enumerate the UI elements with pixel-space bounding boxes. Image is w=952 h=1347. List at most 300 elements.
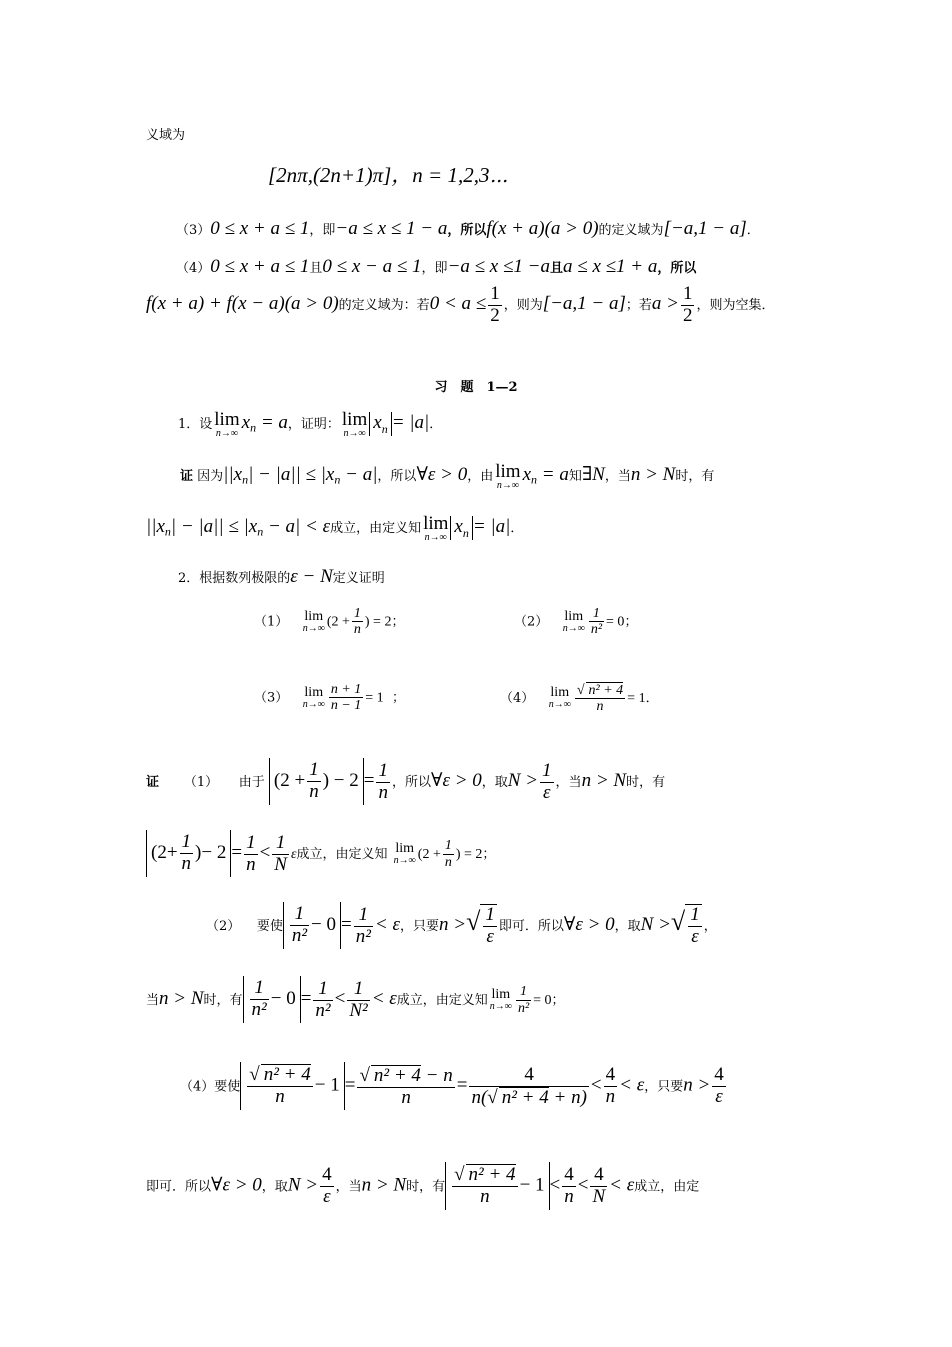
subscript: n [242,472,249,487]
fraction-1-over-n2 [313,979,332,1022]
formula: < ε [371,987,397,1009]
formula: − 0 [270,987,296,1009]
text: 的定义域为 [598,223,664,238]
lim-label: lim [423,513,449,534]
text: 的定义域为：若 [338,297,430,313]
formula: N > [507,769,539,791]
formula: + n) [548,1086,587,1108]
denominator: N [592,1186,606,1208]
abs-expression [445,1162,549,1210]
problem-label: 1．设 [178,417,213,432]
formula: n > [683,1074,711,1096]
item-label: （4）要使 [180,1079,241,1095]
text: ，取 [481,774,508,790]
fraction-4-over-eps [712,1065,726,1108]
formula: < ε [619,1074,645,1096]
proof-label: 证 [180,469,194,484]
text: ，所以 [391,774,431,790]
formula: 0 ≤ x + a ≤ 1 [210,218,310,239]
formula: < ε [609,1174,635,1196]
text: 时，有 [203,992,243,1008]
denominator: n² [315,999,331,1021]
text: 义域为 [146,128,186,143]
denominator: n² [251,998,267,1020]
formula: ∃N [581,464,605,485]
denominator: n − 1 [330,698,362,714]
denominator: n [444,854,452,870]
formula: n > N [581,769,627,791]
lim-subscript: n→∞ [562,622,585,634]
lim-subscript: n→∞ [393,855,416,867]
limit [394,842,416,866]
formula: n > N [361,1174,407,1196]
fraction-1-over-n [307,760,321,803]
formula: = [344,1074,356,1096]
radicand: n² + 4 [466,1164,516,1186]
fraction-one-half [488,284,502,327]
fraction-1-over-n [352,606,363,638]
denominator: n [564,1186,574,1208]
fraction-sqrt-over-n [247,1064,312,1108]
formula: = [341,913,352,935]
text: ，所以 [657,261,697,276]
lim-label: lim [304,684,324,700]
formula: f(x + a) + f(x − a)(a > 0) [146,292,339,314]
formula: f(x + a)(a > 0) [486,218,599,239]
problem-label: 2．根据数列极限的 [178,571,291,586]
formula: = 1 [627,690,646,706]
formula: | − |a|| ≤ |x [248,464,335,485]
formula: = [363,769,375,791]
text: 成立，由定 [634,1179,700,1195]
abs-expression [283,902,341,949]
numerator: 1 [181,831,192,852]
item-label: （1） [183,774,219,790]
formula: N > [640,913,671,935]
formula: − a| < ε [263,516,331,537]
item-4 [176,256,696,279]
denominator: ε [323,1186,331,1208]
sqrt-icon: √ [576,683,585,698]
formula: x [373,412,382,433]
denominator: n [480,1185,490,1207]
formula: < [259,841,271,863]
numerator: 1 [589,606,604,622]
proof-2-2 [206,902,717,949]
text: ；若 [625,297,652,313]
abs-xn [450,516,472,540]
numerator [247,1064,312,1087]
formula: = 0 [606,614,625,630]
numerator: 1 [490,283,500,304]
lim-label: lim [304,608,324,624]
limit [423,514,448,543]
limit [303,610,325,634]
radicand: n² + 4 [499,1087,549,1109]
lim-label: lim [564,608,584,624]
numerator: 4 [714,1064,724,1086]
numerator [575,682,625,699]
formula: < [549,1174,561,1196]
radicand: n² + 4 [586,682,624,698]
text: 即可．所以 [146,1179,212,1195]
proof-1-conclusion [146,514,523,543]
text: ，只要 [644,1079,684,1095]
denominator: N [274,853,287,875]
item-label: （4） [176,261,211,276]
denominator: n [378,781,388,803]
limit [495,462,520,491]
proof-1 [180,462,714,491]
formula: | − |a|| ≤ |x [170,516,258,537]
formula: ∀ε > 0 [431,769,482,791]
formula: n( [471,1086,488,1108]
sqrt-icon: √ [359,1064,370,1086]
text: 由于 [238,774,265,790]
formula: = [231,841,243,863]
radicand: n² + 4 [261,1064,311,1086]
formula: − 0 [311,913,336,935]
denominator: ε [543,781,551,803]
formula: < [590,1074,602,1096]
numerator: 4 [590,1165,607,1187]
fraction-sqrt-over-n [452,1164,517,1208]
formula: < [334,987,346,1009]
numerator: 1 [542,759,552,781]
text: 时，有 [406,1179,446,1195]
text: 要使 [256,918,283,934]
lim-subscript: n→∞ [424,532,447,543]
denominator: n² [355,925,371,947]
formula: − 1 [314,1074,340,1096]
text: ，则为 [503,297,543,313]
proof-2-4-conclusion [146,1162,699,1210]
fraction-1-over-n2 [250,978,269,1021]
item-3 [176,218,760,241]
fraction-1-over-eps [540,761,554,804]
fraction-4-over-eps [320,1165,334,1208]
abs-expression [240,1062,344,1110]
abs-expression [269,758,364,805]
sqrt-icon: √ [454,1164,465,1185]
formula: ε − N [290,566,333,587]
numerator: 4 [605,1064,616,1086]
item-label: （4） [500,690,535,706]
fraction-4-over-n-sqrt [469,1065,588,1109]
formula: [−a,1 − a] [663,218,747,239]
numerator: 4 [322,1164,332,1186]
fraction-4-over-n [604,1065,618,1108]
sqrt-icon: √ [466,906,481,936]
text: ，即 [309,223,336,238]
subscript: n [381,421,388,436]
fraction-1-over-n2 [516,984,531,1016]
text: ； [391,614,405,630]
text: ； [551,992,565,1008]
formula: ) = 2 [455,846,483,862]
formula: = [456,1074,468,1096]
text: 时，有 [626,774,666,790]
proof-2-1 [146,758,665,805]
numerator: 1 [690,904,700,926]
sqrt-icon: √ [487,1086,498,1108]
fraction-1-over-n2 [290,904,309,947]
formula: = |a| [472,516,511,537]
text: 因为 [197,469,224,484]
lim-label: lim [491,987,511,1003]
formula: a ≤ x ≤1 + a [563,256,658,277]
fraction-1-over-n2 [589,606,604,638]
fraction-sqrt-minus-n-over-n [357,1065,454,1109]
text: 成立，由定义知 [330,521,422,536]
fraction-1-over-N [272,833,289,876]
lim-subscript: n→∞ [496,480,519,491]
formula: n > [439,913,467,935]
text: ，取 [261,1179,288,1195]
numerator: 1 [313,979,332,1001]
formula: N > [287,1174,319,1196]
sub-item-1 [254,606,404,638]
numerator: 1 [378,759,388,781]
text: 且 [309,261,323,276]
numerator: 1 [354,905,373,927]
text: 当 [146,992,160,1008]
text: 即可．所以 [498,918,564,934]
problem-2 [178,566,385,589]
text: ，证明： [287,417,340,432]
formula: ) − 2 [322,769,359,791]
formula: = |a| [391,412,430,433]
denominator: 2 [682,304,693,326]
text: 且 [550,261,564,276]
fraction-one-half [681,284,695,327]
abs-expression [146,830,231,877]
fraction-1-over-n [244,833,258,876]
formula: n > N [159,987,204,1009]
numerator: 1 [290,904,309,926]
lim-subscript: n→∞ [302,622,325,634]
fraction-1-over-n2 [354,905,373,948]
denominator: n [309,780,319,802]
limit [563,610,585,634]
proof-2-4 [180,1062,728,1110]
text: 定义证明 [332,571,385,586]
formula: ∀ε > 0 [211,1174,262,1196]
formula: − 1 [519,1174,545,1196]
denominator: ε [486,926,494,948]
formula: = 1 [365,690,384,706]
formula: = [300,987,312,1009]
formula: −a ≤ x ≤1 −a [447,256,550,277]
fraction-1-over-n [180,832,194,875]
denominator: n [275,1085,285,1107]
subscript: n [531,472,538,487]
formula: ∀ε > 0 [416,464,468,485]
formula: ) = 2 [364,614,392,630]
numerator: n + 1 [330,682,362,697]
subscript: n [334,472,341,487]
subscript: n [257,524,264,539]
formula: < [577,1174,589,1196]
sub-item-3 [254,682,405,714]
numerator: 1 [485,904,495,926]
lim-label: lim [395,841,415,857]
fraction-4-over-n [562,1165,576,1208]
text: ， [703,918,717,934]
formula: (2 + [417,846,441,862]
text: 时，有 [675,469,715,484]
denominator: n² [590,622,603,638]
section-title: 习 题 1—2 [434,380,518,395]
text: ； [624,614,638,630]
formula: (2 + [273,769,306,791]
formula: (2+ [151,841,178,863]
text: 成立，由定义知 [296,846,388,862]
text: ，则为空集． [696,297,775,313]
numerator: 4 [469,1065,588,1087]
formula: )− 2 [195,841,227,863]
text: ． [645,690,659,706]
limit [490,988,512,1012]
problem-1 [178,410,442,439]
fraction-1-over-eps [685,904,702,948]
formula: 0 ≤ x + a ≤ 1 [210,256,310,277]
text: ； [391,690,405,706]
formula: a > [651,292,679,314]
formula: n > N [630,464,676,485]
fraction-n-plus-1-over-n-minus-1 [329,682,363,714]
fraction-1-over-n [376,761,390,804]
text-line-1 [146,128,185,144]
sub-item-4 [500,682,659,715]
denominator: ε [691,926,699,948]
numerator: 1 [246,831,256,853]
formula: ||x [223,464,243,485]
text: ． [429,417,443,432]
formula: = a [537,464,569,485]
limit [549,686,571,710]
subscript: n [462,525,469,540]
item-4-domain [146,284,775,327]
denominator: n [181,852,192,874]
formula: (2 + [326,614,350,630]
formula: ∀ε > 0 [563,913,615,935]
lim-subscript: n→∞ [215,428,239,439]
denominator: n [596,699,604,715]
formula: [−a,1 − a] [542,292,626,314]
proof-label: 证 [146,774,160,790]
abs-xn [369,412,391,436]
proof-2-2-conclusion [146,976,565,1023]
lim-label: lim [341,409,368,430]
text: ，所以 [377,469,417,484]
formula: − a| [340,464,378,485]
formula: = 0 [533,992,552,1008]
numerator: 1 [516,984,531,1000]
lim-subscript: n→∞ [302,698,325,710]
item-label: （3） [176,223,211,238]
text: ，所以 [447,223,487,238]
item-label: （2） [206,918,241,934]
numerator: 1 [309,759,319,780]
formula: − n [420,1064,453,1086]
formula: ||x [146,516,165,537]
denominator: n [246,853,256,875]
fraction-4-over-N [590,1165,607,1208]
numerator: 4 [564,1164,574,1186]
subscript: n [164,524,171,539]
formula: [2nπ,(2n+1)π]，n = 1,2,3⋯ [268,163,509,187]
numerator [357,1065,454,1088]
text: ，由 [467,469,494,484]
formula: = a [256,412,288,433]
sub-item-2 [514,606,637,638]
denominator: n [401,1086,411,1108]
fraction-1-over-N2 [347,979,369,1022]
text: ； [482,846,496,862]
item-label: （2） [514,614,549,630]
text: ． [746,223,760,238]
text: ，当 [335,1179,362,1195]
fraction-sqrt-over-n [575,682,625,715]
formula: ε [290,846,297,862]
item-label: （3） [254,690,289,706]
denominator: n [353,622,361,638]
numerator: 1 [444,838,452,854]
lim-subscript: n→∞ [343,428,366,439]
radicand: n² + 4 [371,1065,421,1087]
sqrt-icon: √ [249,1064,260,1085]
numerator: 1 [250,978,269,1000]
denominator: n² [517,1000,530,1016]
subscript: n [250,420,257,435]
proof-2-1-conclusion [146,830,495,877]
lim-label: lim [495,461,521,482]
numerator: 1 [353,606,361,621]
text: 知 [568,469,582,484]
numerator: 1 [682,283,693,304]
fraction-1-over-n [443,838,454,870]
formula: −a ≤ x ≤ 1 − a [335,218,448,239]
item-label: （1） [254,614,289,630]
denominator: n [605,1086,616,1108]
text: ，即 [421,261,448,276]
limit [342,410,367,439]
formula: x [454,516,463,537]
fraction-1-over-eps [480,904,497,948]
denominator: 2 [490,304,500,326]
formula: x [522,464,532,485]
limit [303,686,325,710]
denominator: ε [715,1086,723,1108]
formula: 0 < a ≤ [429,292,487,314]
sqrt-icon: √ [670,906,686,936]
formula: < ε [374,913,400,935]
lim-label: lim [214,409,240,430]
lim-subscript: n→∞ [489,1001,512,1013]
numerator [452,1164,517,1187]
text: 成立，由定义知 [396,992,488,1008]
formula: 0 ≤ x − a ≤ 1 [322,256,422,277]
limit [214,410,239,439]
denominator: n² [291,924,308,946]
text: ，当 [604,469,631,484]
text: ，只要 [399,918,439,934]
numerator: 1 [272,833,289,855]
text: ． [510,521,524,536]
abs-expression [243,976,301,1023]
interval-formula [268,163,508,188]
